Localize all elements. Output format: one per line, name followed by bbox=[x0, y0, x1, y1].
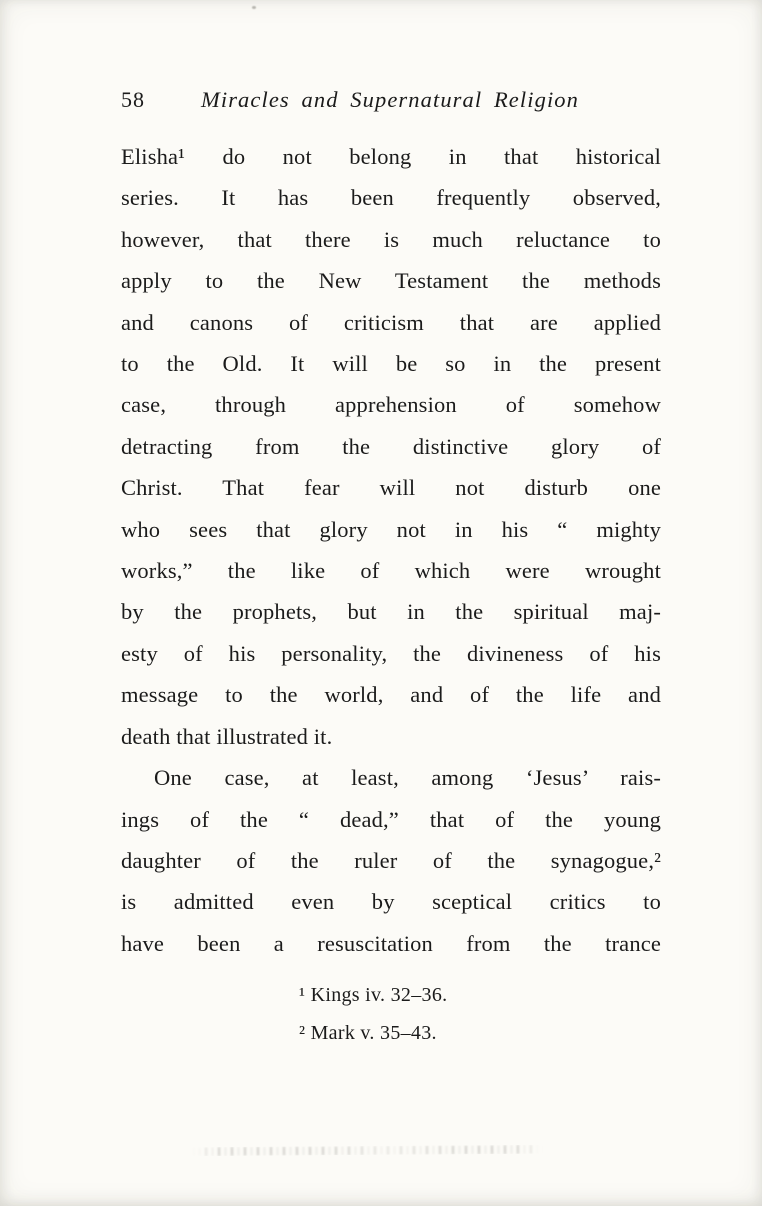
page-number: 58 bbox=[121, 87, 145, 112]
footnote-1: ¹ Kings iv. 32–36. bbox=[299, 984, 448, 1007]
text-line: One case, at least, among ‘Jesus’ rais- bbox=[154, 765, 661, 791]
text-line: detracting from the distinctive glory of bbox=[121, 433, 661, 459]
running-title: Miracles and Supernatural Religion bbox=[201, 87, 579, 112]
text-line: have been a resuscitation from the trance bbox=[121, 930, 661, 956]
text-line: Elisha¹ do not belong in that historical bbox=[121, 144, 661, 169]
footnote-2: ² Mark v. 35–43. bbox=[299, 1022, 437, 1045]
footnotes bbox=[299, 976, 661, 1052]
text-line: case, through apprehension of somehow bbox=[121, 392, 661, 418]
paragraph-1 bbox=[121, 136, 661, 757]
text-line: daughter of the ruler of the synagogue,² bbox=[121, 847, 661, 873]
text-line: by the prophets, but in the spiritual maj- bbox=[121, 599, 661, 625]
text-line: ings of the “ dead,” that of the young bbox=[121, 806, 661, 832]
text-line: Christ. That fear will not disturb one bbox=[121, 475, 661, 501]
text-line: to the Old. It will be so in the present bbox=[121, 351, 661, 377]
text-line: works,” the like of which were wrought bbox=[121, 558, 661, 584]
text-line: is admitted even by sceptical critics to bbox=[121, 889, 661, 915]
text-line: series. It has been frequently observed, bbox=[121, 185, 661, 211]
running-head bbox=[121, 86, 661, 114]
text-line: however, that there is much reluctance to bbox=[121, 226, 661, 252]
paragraph-2 bbox=[121, 757, 661, 964]
text-line: apply to the New Testament the methods bbox=[121, 268, 661, 294]
text-line: message to the world, and of the life and bbox=[121, 682, 661, 708]
page-content bbox=[121, 86, 661, 1052]
scan-smudge-artifact bbox=[192, 1145, 544, 1156]
text-line: and canons of criticism that are applied bbox=[121, 309, 661, 335]
text-line: death that illustrated it. bbox=[121, 723, 333, 749]
text-line: esty of his personality, the divineness of his bbox=[121, 640, 661, 666]
text-line: who sees that glory not in his “ mighty bbox=[121, 516, 661, 542]
scan-speck-artifact bbox=[252, 6, 256, 9]
